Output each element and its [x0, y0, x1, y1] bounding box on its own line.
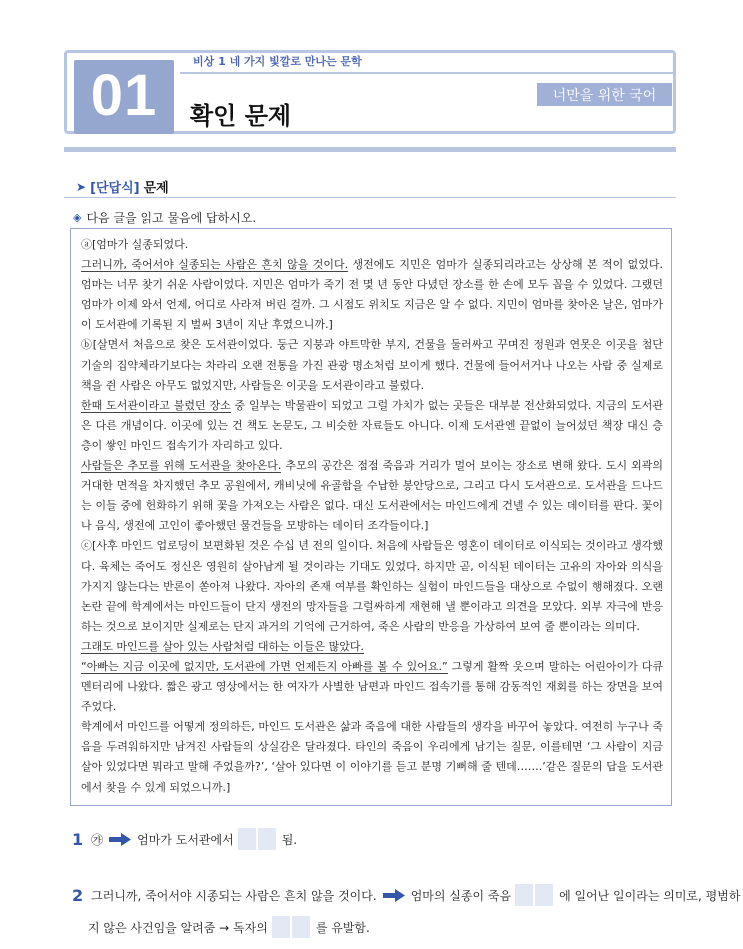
underlined-sentence: 그러니까, 죽어서야 실종되는 사람은 흔치 않을 것이다. — [81, 258, 349, 272]
answer-blank[interactable] — [515, 884, 555, 906]
question-quote: 그러니까, 죽어서야 시종되는 사람은 흔치 않을 것이다. — [91, 888, 377, 903]
brand-tag: 너만을 위한 국어 — [537, 83, 672, 106]
reading-passage — [70, 228, 672, 806]
passage-paragraph: ⓑ[살면서 처음으로 찾은 도서관이었다. 둥근 지붕과 야트막한 부지, 건물을 둘러싸고 꾸며진 정원과 연못은 이곳을 첨단 기술의 집약체라기보다는 차라리 오랜 전통을 가진 관광 명소처럼 보이게 했다. 건물에 들어서거나 나오는 사람 중 실제로 책을 쥔 사람은 아무도 없었지만, 사람들은 이곳을 도서관이라고 불렀다. — [81, 338, 663, 392]
header-divider — [180, 72, 676, 74]
answer-blank[interactable] — [272, 916, 312, 938]
section-divider — [64, 197, 676, 198]
question-number: 1 — [72, 829, 84, 849]
question-text: 를 유발함. — [315, 920, 370, 935]
passage-paragraph: 한때 도서관이라고 불렸던 장소 중 일부는 박물관이 되었고 그럴 가치가 없는 곳들은 대부분 전산화되었다. 지금의 도서관은 다른 개념이다. 이곳에 있는 건 책도 논문도, 그 비슷한 자료들도 아니다. 이제 도서관엔 끝없이 늘어섰던 책장 대신 층층이 쌓인 마인드 접속기가 자리하고 있다. — [81, 398, 663, 452]
page-title: 확인 문제 — [190, 102, 292, 130]
underlined-sentence: 그래도 마인드를 살아 있는 사람처럼 대하는 이들은 많았다. — [81, 639, 364, 653]
passage-paragraph: ⓒ[사후 마인드 업로딩이 보편화된 것은 수십 년 전의 일이다. 처음에 사람들은 영혼이 데이터로 이식되는 것이라고 생각했다. 육체는 죽어도 정신은 영원히 살아남게 될 것이라는 기대도 있었다. 하지만 곧, 이식된 데이터는 고유의 자아와 의식을 가지지 않는다는 반론이 쏟아져 나왔다. 자아의 존재 여부를 확인하는 실험이 마인드들을 대상으로 수없이 행해졌다. 오랜 논란 끝에 학계에서는 마인드들이 단지 생전의 망자들을 그럴싸하게 재현해 낼 뿐이라고 의견을 모았다. 외부 자극에 반응하는 것으로 보이지만 실제로는 단지 과거의 기억에 근거하여, 죽은 사람의 반응을 가상하여 보여 줄 뿐이라는 의미다. — [81, 539, 663, 633]
right-arrow-icon — [109, 833, 131, 846]
question-number: 2 — [72, 885, 84, 905]
question-text: 됨. — [281, 832, 298, 847]
question-2-line-2 — [88, 916, 370, 938]
section-heading — [76, 177, 169, 196]
instruction-text: 다음 글을 읽고 물음에 답하시오. — [86, 211, 257, 225]
underlined-quote: “아빠는 지금 이곳에 없지만, 도서관에 가면 언제든지 아빠를 볼 수 있어요.” — [81, 659, 448, 673]
question-text: 지 않은 사건임을 알려줌 → 독자의 — [88, 920, 268, 935]
passage-paragraph: ⓐ[엄마가 실종되었다. — [81, 238, 189, 251]
section-label: 문제 — [143, 181, 169, 196]
right-arrow-icon — [383, 889, 405, 902]
passage-paragraph: “아빠는 지금 이곳에 없지만, 도서관에 가면 언제든지 아빠를 볼 수 있어요.” 그렇게 활짝 웃으며 말하는 어린아이가 다큐멘터리에 나왔다. 짧은 광고 영상에서는 한 여자가 사별한 남편과 마인드 접속기를 통해 감동적인 재회를 하는 장면을 보여 주었다. — [81, 659, 663, 714]
chapter-number: 01 — [90, 62, 158, 128]
question-text: 엄마의 실종이 죽음 — [410, 888, 512, 903]
triangle-arrow-icon: ➤ — [76, 179, 87, 194]
circled-marker: ㉮ — [91, 832, 104, 847]
passage-paragraph: 사람들은 추모를 위해 도서관을 찾아온다. 추모의 공간은 점점 죽음과 거리가 멀어 보이는 장소로 변해 왔다. 도시 외곽의 거대한 면적을 차지했던 추모 공원에서, 캐비닛에 유골함을 수납한 봉안당으로, 그리고 다시 도서관으로. 도서관을 드나드는 이들 중에 헌화하기 위해 꽃을 가져오는 사람은 없다. 대신 도서관에서는 마인드에게 건넬 수 있는 데이터를 판다. 꽃이나 음식, 생전에 고인이 좋아했던 물건들을 모방하는 데이터 조각들이다.] — [81, 459, 664, 533]
passage-paragraph — [81, 637, 663, 657]
passage-paragraph: 학계에서 마인드를 어떻게 정의하든, 마인드 도서관은 삶과 죽음에 대한 사람들의 생각을 바꾸어 놓았다. 여전히 누구나 죽음을 두려워하지만 남겨진 사람들의 상실감은 달라졌다. 타인의 죽음이 우리에게 남기는 질문, 이를테면 ‘그 사람이 지금 살아 있었다면 뭐라고 말해 주었을까?’, ‘살아 있다면 이 이야기를 듣고 분명 기뻐해 줄 텐데…….’같은 질문의 답을 도서관에서 찾을 수 있게 되었으니까.] — [81, 720, 663, 794]
section-type: [단답식] — [90, 181, 140, 196]
underlined-sentence: 사람들은 추모를 위해 도서관을 찾아온다. — [81, 459, 282, 473]
question-2 — [72, 884, 740, 906]
question-text: 엄마가 도서관에서 — [137, 832, 234, 847]
header-subtitle: 비상 1 네 가지 빛깔로 만나는 문학 — [193, 55, 362, 68]
header-rule — [64, 147, 676, 152]
instruction — [73, 209, 256, 226]
question-text: 에 일어난 일이라는 의미로, 평범하 — [559, 888, 741, 903]
passage-paragraph: 그러니까, 죽어서야 실종되는 사람은 흔치 않을 것이다. 생전에도 지민은 엄마가 실종되리라고는 상상해 본 적이 없었다. 엄마는 너무 찾기 쉬운 사람이었다. 지민은 엄마가 죽기 전 몇 년 동안 다녔던 장소를 한 손에 모두 꼽을 수 있었다. 그랬던 엄마가 이제 와서 언제, 어디로 사라져 버린 걸까. 그 시점도 위치도 지금은 알 수 없다. 지민이 엄마를 찾아온 날은, 엄마가 이 도서관에 기록된 지 벌써 3년이 지난 후였으니까.] — [81, 258, 663, 332]
diamond-bullet-icon: ◈ — [73, 211, 82, 224]
question-1 — [72, 828, 297, 850]
answer-blank[interactable] — [238, 828, 278, 850]
underlined-phrase: 한때 도서관이라고 불렸던 장소 — [81, 398, 231, 412]
